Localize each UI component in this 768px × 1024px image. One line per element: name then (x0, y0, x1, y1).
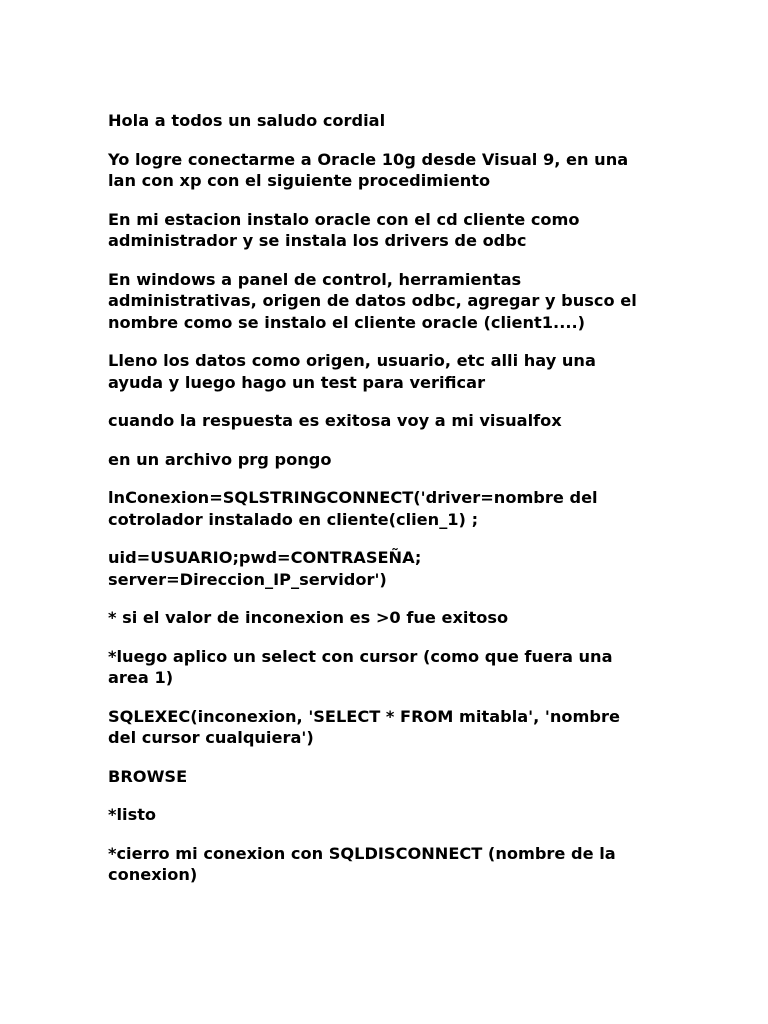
paragraph-intro: Yo logre conectarme a Oracle 10g desde Visual 9, en una lan con xp con el siguiente procedimiento (108, 149, 629, 190)
paragraph-connect-code: lnConexion=SQLSTRINGCONNECT('driver=nombre del cotrolador instalado en cliente(clien_1) ; (108, 488, 598, 529)
paragraph-credentials-code: uid=USUARIO;pwd=CONTRASEÑA; server=Direccion_IP_servidor') (108, 548, 422, 589)
paragraph-done-comment: *listo (108, 805, 157, 824)
paragraph-browse: BROWSE (108, 766, 188, 786)
paragraph-check-comment: * si el valor de inconexion es >0 fue exitoso (108, 608, 509, 627)
paragraph-fill-data: Lleno los datos como origen, usuario, etc alli hay una ayuda y luego hago un test para verificar (108, 351, 596, 392)
paragraph-prg-file: en un archivo prg pongo (108, 449, 332, 469)
paragraph-select-comment: *luego aplico un select con cursor (como que fuera una area 1) (108, 646, 613, 687)
paragraph-odbc-setup: En windows a panel de control, herramientas administrativas, origen de datos odbc, agregar y busco el nombre como se instalo el cliente oracle (client1....) (108, 269, 637, 332)
paragraph-install-client: En mi estacion instalo oracle con el cd cliente como administrador y se instala los drivers de odbc (108, 209, 580, 250)
paragraph-disconnect-comment: *cierro mi conexion con SQLDISCONNECT (nombre de la conexion) (108, 843, 616, 884)
document-body (108, 110, 668, 903)
paragraph-sqlexec-code: SQLEXEC(inconexion, 'SELECT * FROM mitabla', 'nombre del cursor cualquiera') (108, 706, 620, 747)
paragraph-success: cuando la respuesta es exitosa voy a mi visualfox (108, 411, 562, 430)
paragraph-greeting: Hola a todos un saludo cordial (108, 111, 386, 130)
